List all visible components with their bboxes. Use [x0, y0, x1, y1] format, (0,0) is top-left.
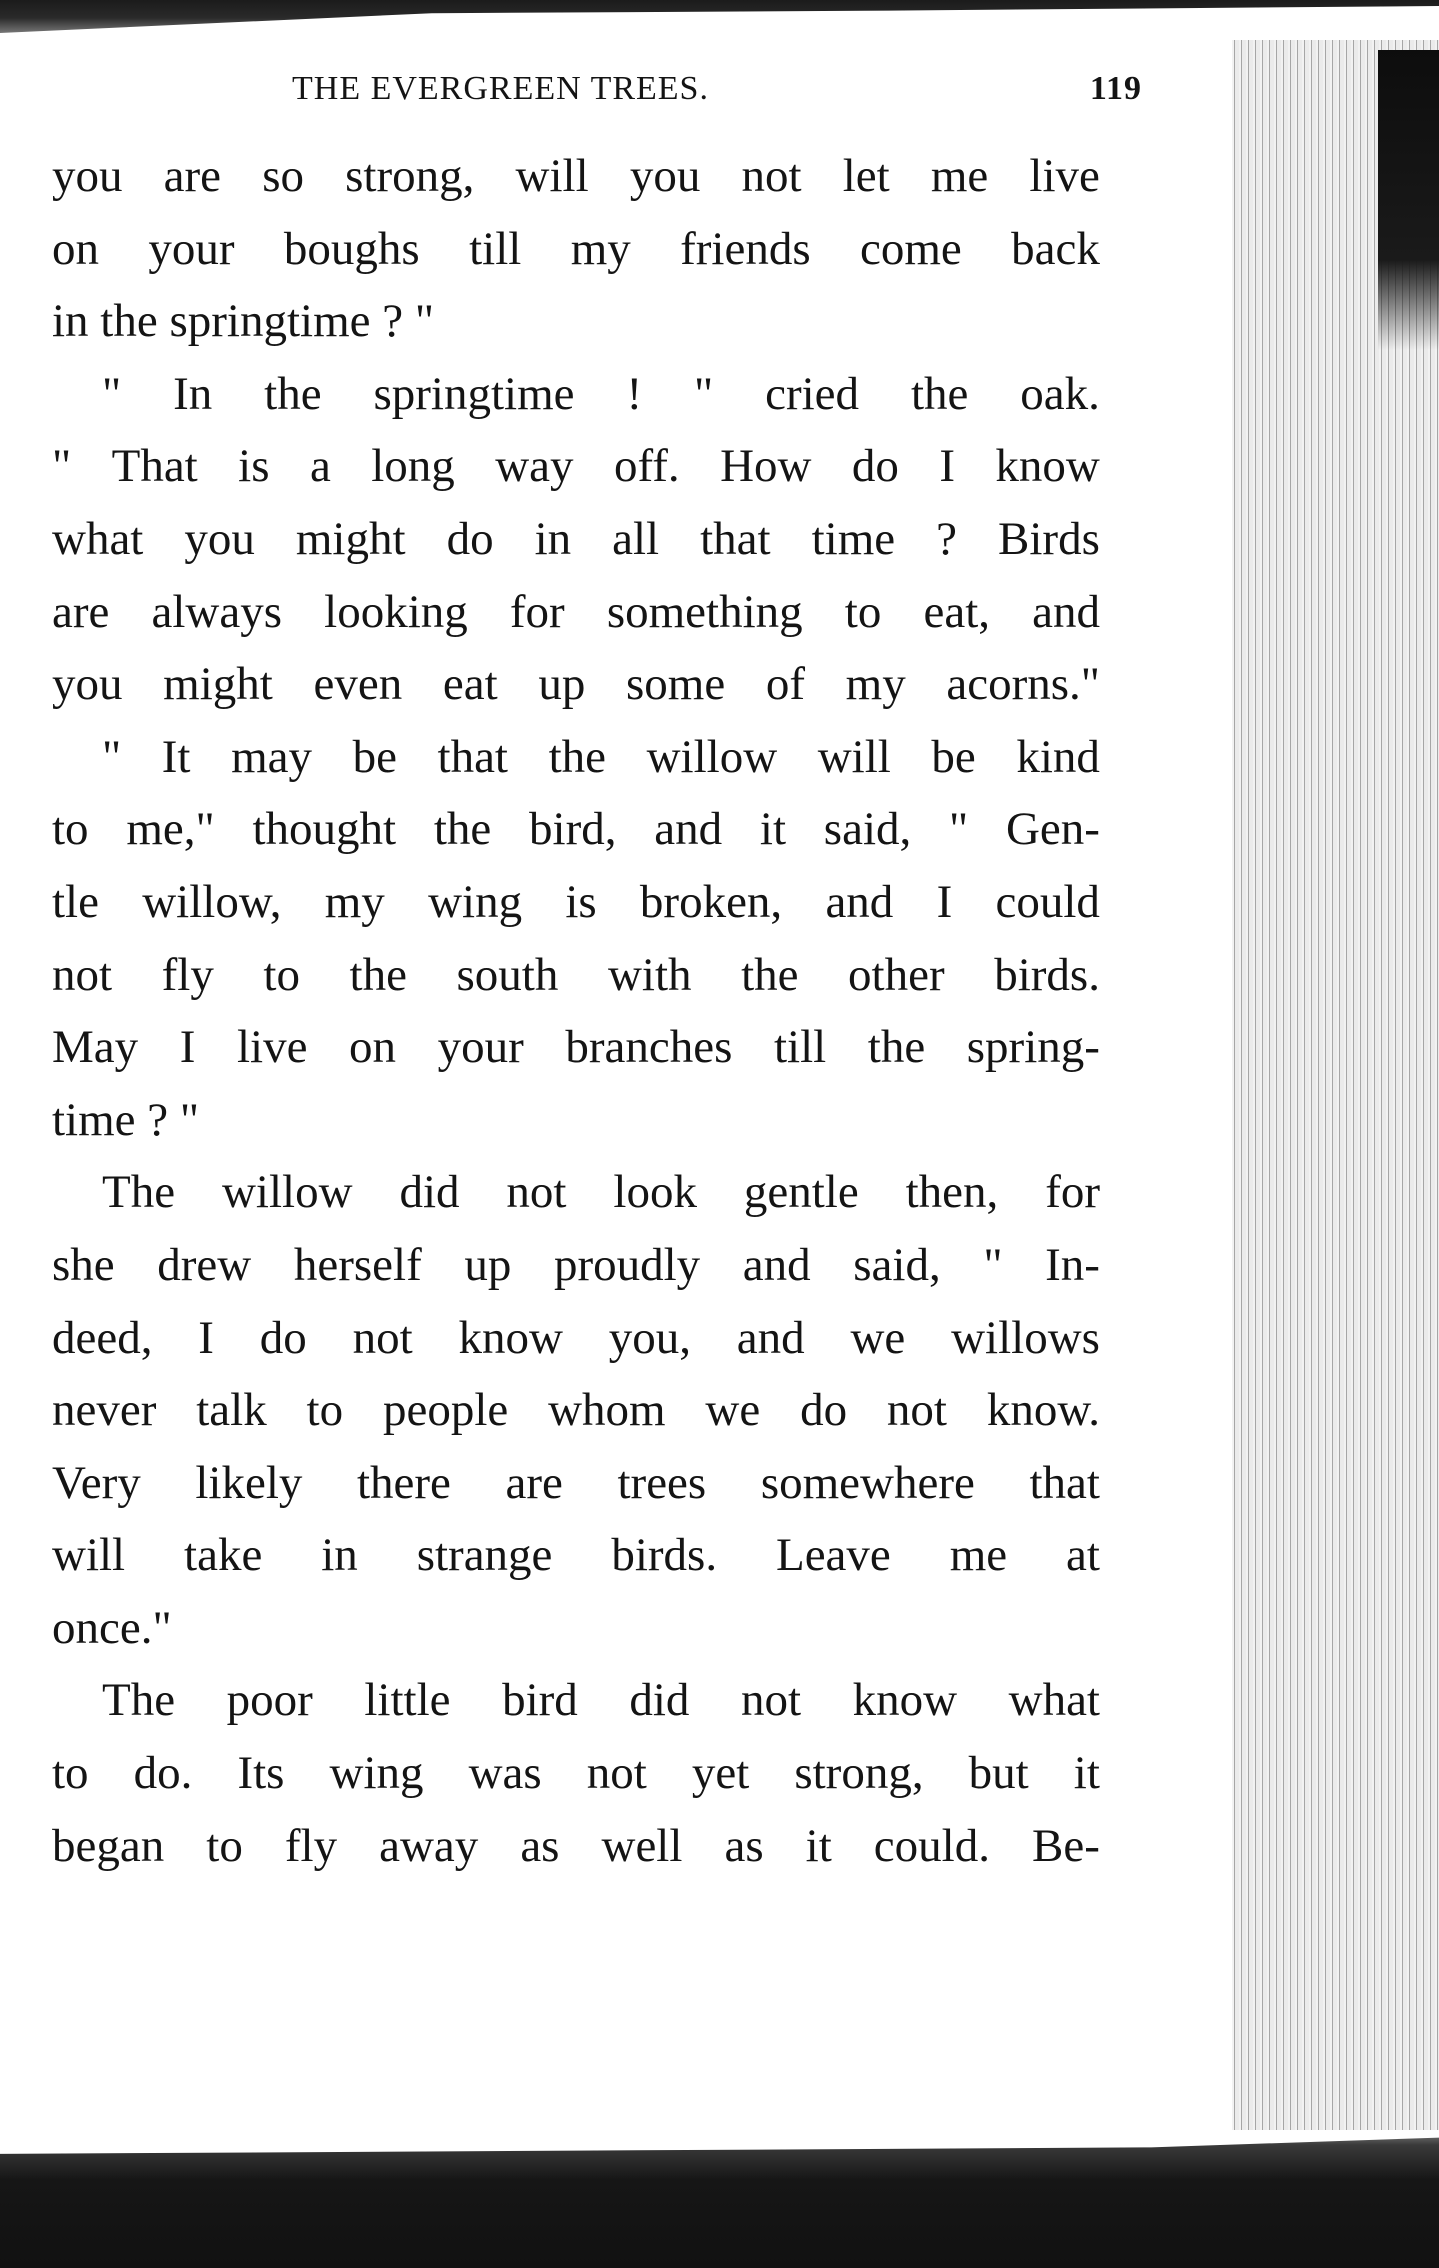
- text-line: you might even eat up some of my acorns.": [52, 658, 1100, 711]
- running-header-title: THE EVERGREEN TREES.: [292, 70, 709, 107]
- text-line: will take in strange birds. Leave me at: [52, 1529, 1100, 1582]
- text-line: what you might do in all that time ? Birds: [52, 512, 1100, 565]
- text-line: " In the springtime ! " cried the oak.: [102, 367, 1100, 420]
- text-line: May I live on your branches till the spring-: [52, 1021, 1100, 1074]
- text-line: The poor little bird did not know what: [102, 1674, 1100, 1727]
- text-line: " That is a long way off. How do I know: [52, 440, 1100, 493]
- text-line: once.": [52, 1601, 172, 1654]
- text-line: Very likely there are trees somewhere that: [52, 1456, 1100, 1509]
- text-line: in the springtime ? ": [52, 295, 435, 348]
- text-line: you are so strong, will you not let me live: [52, 150, 1100, 202]
- text-line: tle willow, my wing is broken, and I could: [52, 875, 1100, 928]
- text-line: deed, I do not know you, and we willows: [52, 1311, 1100, 1364]
- text-line: time ? ": [52, 1093, 200, 1146]
- text-line: The willow did not look gentle then, for: [102, 1166, 1100, 1219]
- text-line: to do. Its wing was not yet strong, but it: [52, 1747, 1100, 1800]
- book-page: [52, 70, 1142, 1882]
- text-line: to me," thought the bird, and it said, " Gen-: [52, 803, 1100, 856]
- text-line: began to fly away as well as it could. Be-: [52, 1819, 1100, 1872]
- text-line: not fly to the south with the other birds.: [52, 948, 1100, 1001]
- text-line: on your boughs till my friends come back: [52, 222, 1100, 275]
- page-bottom-shadow: [0, 2105, 1439, 2268]
- text-line: she drew herself up proudly and said, " In-: [52, 1238, 1100, 1291]
- page-number: 119: [1089, 70, 1142, 107]
- book-gutter-edge: [1232, 40, 1439, 2130]
- text-line: never talk to people whom we do not know.: [52, 1384, 1100, 1437]
- text-line: " It may be that the willow will be kind: [102, 730, 1100, 783]
- text-line: are always looking for something to eat, and: [52, 585, 1100, 638]
- running-header: [292, 70, 1142, 120]
- body-text: [52, 140, 1100, 1882]
- book-spine-shadow: [1378, 50, 1439, 350]
- page-top-shadow: [0, 0, 1439, 60]
